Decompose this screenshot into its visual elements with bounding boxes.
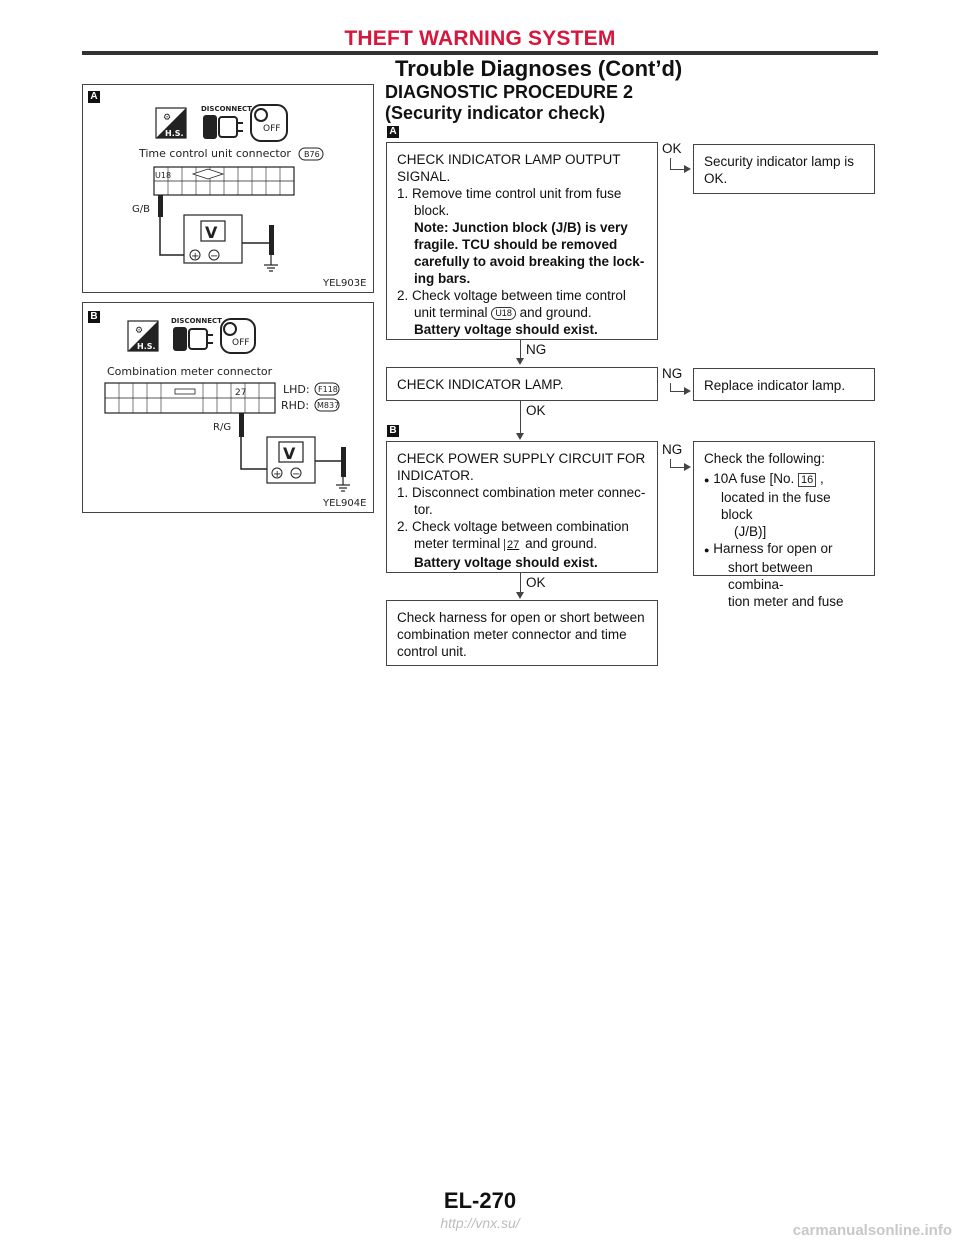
step1-item2: 2. Check voltage between time control [397,288,626,303]
ground-icon [336,477,350,491]
bullet2-line1: Harness for open or [713,541,833,556]
step3-ng-intro: Check the following: [704,451,825,466]
wire-color: R/G [213,422,232,433]
bullet1-post: , [820,471,824,486]
plus-sign: + [273,469,282,480]
probe [239,413,244,437]
step1-item2b-pre: unit terminal [414,305,488,320]
page-code: EL-270 [443,1188,517,1213]
arrow-right-icon [684,387,691,395]
step1-item2b-post: and ground. [519,305,592,320]
step3-item2b-post: and ground. [525,536,598,551]
connector-id: B76 [304,150,320,159]
ignition-off-icon [251,105,287,141]
step1-ok-result [693,144,875,194]
diagram-a-tag: A [88,91,100,103]
off-label: OFF [232,338,250,348]
disconnect-label: DISCONNECT [201,105,252,113]
step3-line2: INDICATOR. [397,468,474,483]
step3-item1b: tor. [414,502,433,517]
connector-line [670,169,685,170]
connector-line [520,401,521,434]
flow-tag-b: B [387,425,399,437]
arrow-down-icon [516,358,524,365]
watermark: carmanualsonline.info [792,1222,952,1239]
bullet1-pre: 10A fuse [No. [713,471,795,486]
off-label: OFF [263,124,281,134]
arrow-down-icon [516,433,524,440]
step3-ok-label: OK [526,575,546,590]
step1-item1: 1. Remove time control unit from fuse [397,186,622,201]
hs-connector-icon [156,108,186,138]
step3-expect: Battery voltage should exist. [414,555,598,570]
bullet2-line3: tion meter and fuse [728,594,844,609]
diagram-a-panel [82,84,374,293]
connector-line [520,573,521,593]
step2-ok-label: OK [526,403,546,418]
combination-meter-connector [105,383,275,413]
step3-item1: 1. Disconnect combination meter connec- [397,485,646,500]
section-title: Trouble Diagnoses (Cont’d) [395,56,683,81]
figure-code: YEL903E [323,278,367,289]
rhd-id: M837 [317,401,340,410]
step3-ng-result [693,441,875,609]
terminal-number: U18 [155,171,172,180]
diagram-b-figure [83,303,373,512]
disconnect-icon [201,105,252,139]
connector-label: Combination meter connector [107,365,273,378]
step4-line3: control unit. [397,644,467,659]
arrow-down-icon [516,592,524,599]
terminal-pill: U18 [491,307,516,320]
step4-line1: Check harness for open or short between [397,610,645,625]
probe [158,195,163,217]
diagram-a-figure [83,85,373,292]
ignition-off-icon [221,319,255,353]
step1-ok-label: OK [662,141,682,156]
step1-ok-result-text: Security indicator lamp is OK. [704,154,855,186]
hs-connector-icon [128,321,158,351]
bullet1-line3: (J/B)] [734,524,767,539]
svg-text:⚙: ⚙ [135,326,144,336]
step2-text: CHECK INDICATOR LAMP. [397,377,564,392]
bullet2-line2: short between combina- [728,560,813,592]
meter-letter: V [205,223,218,242]
step2-ng-result-text: Replace indicator lamp. [704,378,846,393]
step3-line1: CHECK POWER SUPPLY CIRCUIT FOR [397,451,646,466]
figure-code: YEL904E [323,498,367,509]
hs-label: H.S. [165,129,184,138]
voltmeter-icon [184,215,242,263]
procedure-title-line2: (Security indicator check) [385,103,606,123]
lhd-id: F118 [318,385,338,394]
minus-sign: − [210,251,219,262]
bullet-icon: ● [704,545,710,555]
bullet-icon: ● [704,475,710,485]
step3-item2: 2. Check voltage between combination [397,519,629,534]
procedure-title [385,82,633,124]
step3-item2b-pre: meter terminal [414,536,501,551]
svg-text:⚙: ⚙ [163,113,172,123]
step3-ng-label: NG [662,442,683,457]
procedure-title-line1: DIAGNOSTIC PROCEDURE 2 [385,82,634,102]
step1-note2: fragile. TCU should be removed [414,237,618,252]
disconnect-label: DISCONNECT [171,317,222,325]
meter-letter: V [283,444,296,463]
step2-box [386,367,658,401]
step1-note1: Note: Junction block (J/B) is very [414,220,628,235]
step3-item2b [397,535,647,554]
step1-item1b: block. [414,203,450,218]
terminal-mark: 27 [504,539,521,551]
lhd-label: LHD: [283,383,310,396]
arrow-right-icon [684,165,691,173]
step4-box [386,600,658,666]
step1-line1: CHECK INDICATOR LAMP OUTPUT [397,152,621,167]
step1-line2: SIGNAL. [397,169,451,184]
diagram-b-panel [82,302,374,513]
step1-box [386,142,658,340]
ground-icon [264,255,278,271]
flow-tag-a: A [387,126,399,138]
fuse-number: 16 [798,473,816,487]
step3-box [386,441,658,573]
connector-line [670,467,685,468]
rhd-label: RHD: [281,399,310,412]
hs-label: H.S. [137,342,156,351]
step1-note4: ing bars. [414,271,471,286]
plus-sign: + [191,251,200,262]
step1-expect: Battery voltage should exist. [414,322,598,337]
step2-ng-label: NG [662,366,683,381]
terminal-number: 27 [235,388,247,398]
connector-line [520,340,521,359]
header-rule [82,51,878,55]
time-control-unit-connector [154,167,294,195]
arrow-right-icon [684,463,691,471]
step3-ng-bullet2 [704,540,864,559]
connector-line [670,391,685,392]
connector-label: Time control unit connector [139,147,291,160]
step2-ng-result [693,368,875,401]
step3-ng-bullet1 [704,470,864,489]
minus-sign: − [292,469,301,480]
step4-line2: combination meter connector and time [397,627,627,642]
system-title: THEFT WARNING SYSTEM [344,27,616,50]
footer-url[interactable]: http://vnx.su/ [440,1215,520,1231]
voltmeter-icon [267,437,315,483]
step1-note3: carefully to avoid breaking the lock- [414,254,645,269]
step1-ng-label: NG [526,342,547,357]
disconnect-icon [171,317,222,351]
wire-color: G/B [132,204,150,215]
bullet1-line2: located in the fuse block [721,490,831,522]
step1-item2b [397,304,647,321]
diagram-b-tag: B [88,311,100,323]
